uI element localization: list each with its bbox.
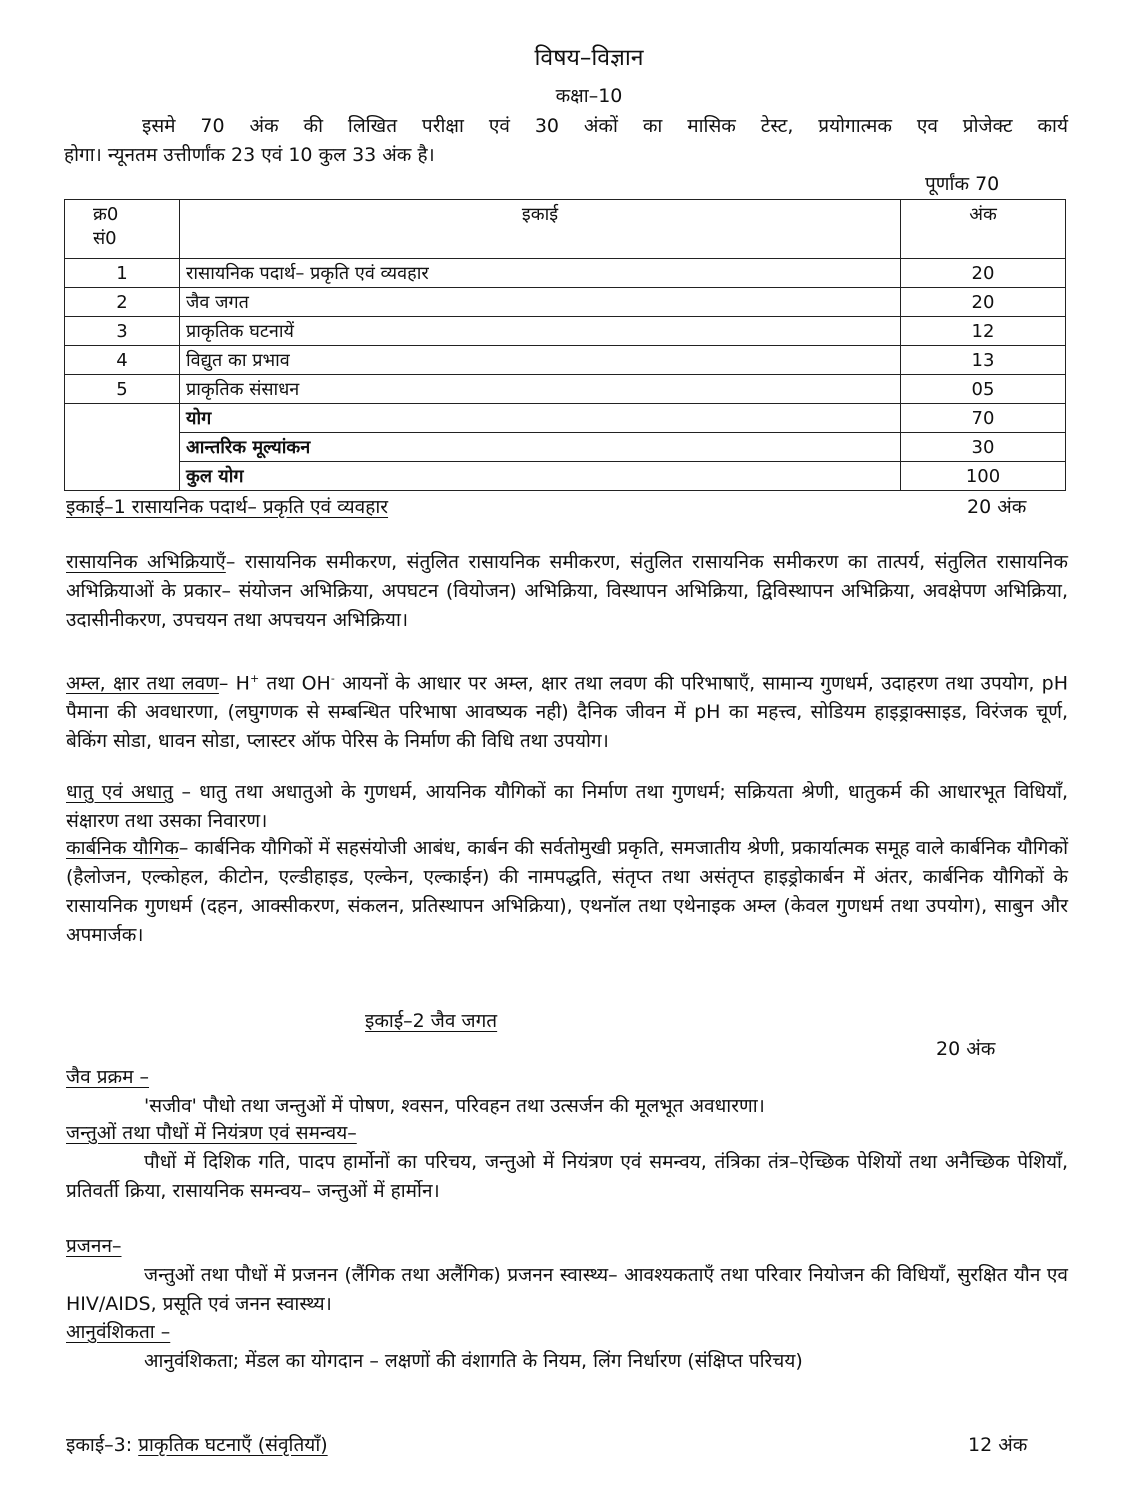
row-marks: 05: [901, 375, 1066, 404]
marks-header: अंक: [901, 200, 1066, 259]
section-text: – धातु तथा अधातुओ के गुणधर्म, आयनिक यौगिकों का निर्माण तथा गुणधर्म; सक्रियता श्रेणी, धातुकर्म की आधारभूत विधियाँ, संक्षारण तथा उसका निवारण।: [66, 781, 1068, 832]
total-row: [65, 404, 1066, 433]
marks-table: [64, 199, 1066, 491]
internal-assessment-row: [65, 433, 1066, 462]
unit2-section-life-processes: [66, 1063, 1068, 1121]
unit2-marks: 20 अंक: [936, 1038, 996, 1060]
section-text: – कार्बनिक यौगिकों में सहसंयोजी आबंध, कार्बन की सर्वतोमुखी प्रकृति, समजातीय श्रेणी, प्रकार्यात्मक समूह वाले कार्बनिक यौगिकों (हैलोजन, एल्कोहल, कीटोन, एल्डीहाइड, एल्केन, एल्काईन) की नामपद्धति, संतृप्त तथा असंतृप्त हाइड्रोकार्बन में अंतर, कार्बनिक यौगिकों के रासायनिक गुणधर्म (दहन, आक्सीकरण, संकलन, प्रतिस्थापन अभिक्रिया), एथनॉल तथा एथेनाइक अम्ल (केवल गुणधर्म तथा उपयोग), साबुन और अपमार्जक।: [66, 837, 1068, 946]
section-text: – रासायनिक समीकरण, संतुलित रासायनिक समीकरण, संतुलित रासायनिक समीकरण का तात्पर्य, संतुलित रासायनिक अभिक्रियाओं के प्रकार– संयोजन अभिक्रिया, अपघटन (वियोजन) अभिक्रिया, विस्थापन अभिक्रिया, द्विविस्थापन अभिक्रिया, अवक्षेपण अभिक्रिया, उदासीनीकरण, उपचयन तथा अपचयन अभिक्रिया।: [66, 551, 1068, 631]
unit1-section-metals: [66, 778, 1068, 836]
empty-sn-cell: [65, 404, 180, 491]
section-text-b: तथा OH: [259, 672, 331, 695]
grand-total-row: [65, 462, 1066, 491]
section-text: आनुवंशिकता; मेंडल का योगदान – लक्षणों की वंशागति के नियम, लिंग निर्धारण (संक्षिप्त परिचय): [144, 1350, 803, 1372]
row-unit: जैव जगत: [180, 288, 901, 317]
intro-line-1: इसमे 70 अंक की लिखित परीक्षा एवं 30 अंकों का मासिक टेस्ट, प्रयोगात्मक एव प्रोजेक्ट कार्य: [142, 115, 1068, 137]
unit1-heading: इकाई–1 रासायनिक पदार्थ– प्रकृति एवं व्यवहार: [66, 496, 389, 518]
section-text: जन्तुओं तथा पौधों में प्रजनन (लैंगिक तथा अलैंगिक) प्रजनन स्वास्थ्य– आवश्यकताएँ तथा परिवार नियोजन की विधियाँ, सुरक्षित यौन एव HIV/AIDS, प्रसूति एवं जनन स्वास्थ्य।: [66, 1264, 1068, 1315]
table-row: [65, 288, 1066, 317]
grand-total-marks: 100: [901, 462, 1066, 491]
unit3-prefix: इकाई–3:: [66, 1434, 139, 1456]
unit1-section-acids: [66, 664, 1068, 756]
unit1-marks: 20 अंक: [967, 496, 1027, 518]
intro-line-2: होगा। न्यूनतम उत्तीर्णांक 23 एवं 10 कुल 33 अंक है।: [64, 144, 435, 166]
page-title: विषय–विज्ञान: [534, 45, 644, 71]
total-label: योग: [180, 404, 901, 433]
internal-assessment-marks: 30: [901, 433, 1066, 462]
row-sn: 5: [65, 375, 180, 404]
row-marks: 12: [901, 317, 1066, 346]
unit3-marks: 12 अंक: [968, 1434, 1028, 1456]
superscript-plus: +: [249, 672, 260, 685]
table-row: [65, 375, 1066, 404]
full-marks-label: पूर्णांक 70: [925, 173, 1000, 195]
section-title: जन्तुओं तथा पौधों में नियंत्रण एवं समन्वय–: [66, 1122, 357, 1144]
unit2-section-control: [66, 1119, 1068, 1206]
section-text-a: – H: [218, 672, 250, 695]
class-label: कक्षा–10: [555, 85, 623, 107]
table-row: [65, 259, 1066, 288]
total-marks: 70: [901, 404, 1066, 433]
table-header-row: [65, 200, 1066, 259]
table-row: [65, 317, 1066, 346]
section-title: कार्बनिक यौगिक: [66, 837, 179, 859]
row-sn: 4: [65, 346, 180, 375]
section-text: पौधों में दिशिक गति, पादप हार्मोनों का परिचय, जन्तुओ में नियंत्रण एवं समन्वय, तंत्रिका तंत्र–ऐच्छिक पेशियों तथा अनैच्छिक पेशियाँ, प्रतिवर्ती क्रिया, रासायनिक समन्वय– जन्तुओं में हार्मोन।: [66, 1151, 1068, 1202]
sn-header: क्र0 सं0: [65, 200, 180, 259]
row-unit: रासायनिक पदार्थ– प्रकृति एवं व्यवहार: [180, 259, 901, 288]
unit1-section-organic: [66, 834, 1068, 950]
grand-total-label: कुल योग: [180, 462, 901, 491]
unit1-section-reactions: [66, 548, 1068, 635]
section-title: धातु एवं अधातु: [66, 781, 174, 803]
row-marks: 13: [901, 346, 1066, 375]
row-sn: 2: [65, 288, 180, 317]
row-unit: प्राकृतिक घटनायें: [180, 317, 901, 346]
unit-header: इकाई: [180, 200, 901, 259]
section-title: आनुवंशिकता –: [66, 1321, 171, 1343]
section-title: रासायनिक अभिक्रियाएँ: [66, 551, 226, 573]
unit3-heading: [66, 1431, 328, 1457]
unit2-section-heredity: [66, 1318, 1068, 1376]
section-title: प्रजनन–: [66, 1235, 122, 1257]
row-marks: 20: [901, 288, 1066, 317]
section-text: 'सजीव' पौधो तथा जन्तुओं में पोषण, श्वसन, परिवहन तथा उत्सर्जन की मूलभूत अवधारणा।: [144, 1095, 765, 1117]
unit3-title: प्राकृतिक घटनाएँ (संवृतियाँ): [138, 1434, 328, 1456]
unit2-section-reproduction: [66, 1232, 1068, 1319]
row-sn: 1: [65, 259, 180, 288]
section-text-c: आयनों के आधार पर अम्ल, क्षार तथा लवण की परिभाषाएँ, सामान्य गुणधर्म, उदाहरण तथा उपयोग, pH पैमाना की अवधारणा, (लघुगणक से सम्बन्धित परिभाषा आवष्यक नही) दैनिक जीवन में pH का महत्त्व, सोडियम हाइड्राक्साइड, विरंजक चूर्ण, बेकिंग सोडा, धावन सोडा, प्लास्टर ऑफ पेरिस के निर्माण की विधि तथा उपयोग।: [66, 672, 1069, 753]
row-marks: 20: [901, 259, 1066, 288]
superscript-minus: -: [330, 672, 335, 685]
section-title: जैव प्रक्रम –: [66, 1066, 150, 1088]
internal-assessment-label: आन्तरिक मूल्यांकन: [180, 433, 901, 462]
row-unit: प्राकृतिक संसाधन: [180, 375, 901, 404]
unit2-heading: इकाई–2 जैव जगत: [365, 1010, 498, 1032]
table-row: [65, 346, 1066, 375]
row-sn: 3: [65, 317, 180, 346]
section-title: अम्ल, क्षार तथा लवण: [66, 672, 219, 695]
row-unit: विद्युत का प्रभाव: [180, 346, 901, 375]
intro-paragraph: [64, 112, 1068, 170]
